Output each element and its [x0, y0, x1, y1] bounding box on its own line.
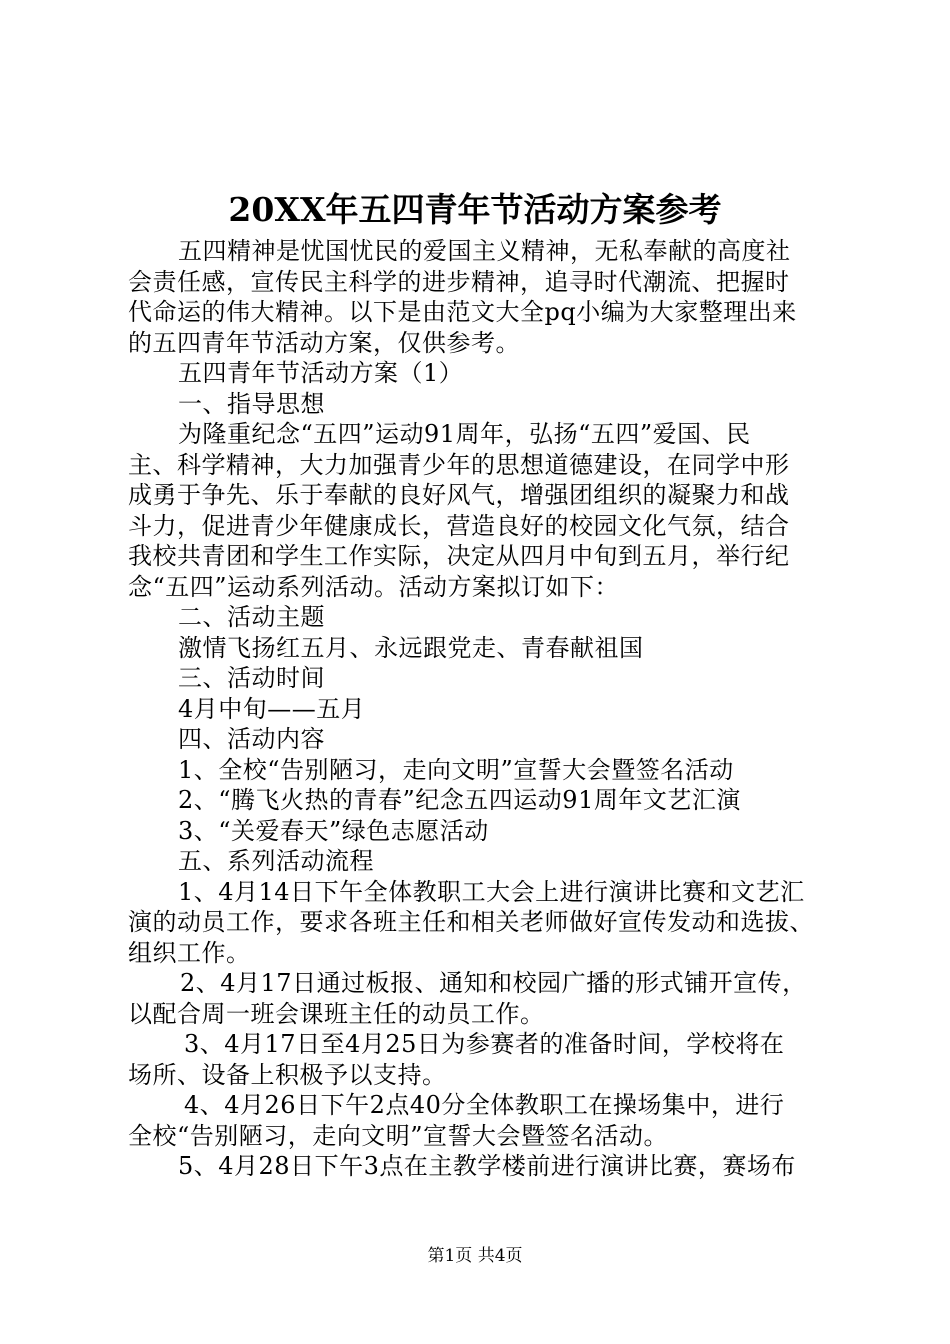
- paragraph-line: 会责任感，宣传民主科学的进步精神，追寻时代潮流、把握时: [128, 267, 790, 296]
- page-title: 20XX年五四青年节活动方案参考: [228, 190, 722, 229]
- paragraph-line: 3、4月17日至4月25日为参赛者的准备时间，学校将在: [184, 1030, 785, 1058]
- paragraph-line: 激情飞扬红五月、永远跟党走、青春献祖国: [178, 633, 644, 662]
- paragraph-line: 1、4月14日下午全体教职工大会上进行演讲比赛和文艺汇: [178, 877, 805, 906]
- list-item: 2、“腾飞火热的青春”纪念五四运动91周年文艺汇演: [178, 786, 741, 814]
- paragraph-line: 全校“告别陋习，走向文明”宣誓大会暨签名活动。: [128, 1121, 669, 1150]
- paragraph-line: 4月中旬——五月: [178, 694, 366, 723]
- section-heading: 四、活动内容: [178, 725, 325, 753]
- paragraph-line: 主、科学精神，大力加强青少年的思想道德建设，在同学中形: [128, 450, 790, 479]
- document-body: [128, 236, 838, 1182]
- paragraph-line: 5、4月28日下午3点在主教学楼前进行演讲比赛，赛场布: [178, 1152, 796, 1180]
- paragraph-line: 成勇于争先、乐于奉献的良好风气，增强团组织的凝聚力和战: [128, 481, 790, 509]
- paragraph-line: 为隆重纪念“五四”运动91周年，弘扬“五四”爱国、民: [178, 420, 751, 448]
- section-heading: 五四青年节活动方案（1）: [178, 359, 464, 387]
- paragraph-line: 五四精神是忧国忧民的爱国主义精神，无私奉献的高度社: [178, 237, 791, 265]
- paragraph-line: 代命运的伟大精神。以下是由范文大全pq小编为大家整理出来: [128, 298, 797, 326]
- paragraph-line: 4、4月26日下午2点40分全体教职工在操场集中，进行: [184, 1091, 785, 1119]
- section-heading: 三、活动时间: [178, 664, 325, 692]
- paragraph-line: 的五四青年节活动方案，仅供参考。: [128, 328, 520, 357]
- section-heading: 二、活动主题: [178, 603, 325, 631]
- paragraph-line: 场所、设备上积极予以支持。: [128, 1060, 447, 1089]
- paragraph-line: 组织工作。: [128, 938, 251, 967]
- paragraph-line: 以配合周一班会课班主任的动员工作。: [128, 999, 545, 1028]
- list-item: 1、全校“告别陋习，走向文明”宣誓大会暨签名活动: [178, 755, 734, 784]
- section-heading: 五、系列活动流程: [178, 847, 374, 875]
- list-item: 3、“关爱春天”绿色志愿活动: [178, 816, 489, 845]
- section-heading: 一、指导思想: [178, 389, 325, 418]
- paragraph-line: 我校共青团和学生工作实际，决定从四月中旬到五月，举行纪: [128, 542, 790, 570]
- paragraph-line: 2、4月17日通过板报、通知和校园广播的形式铺开宣传，: [180, 969, 807, 997]
- paragraph-line: 演的动员工作，要求各班主任和相关老师做好宣传发动和选拔、: [128, 908, 814, 936]
- page-number-footer: 第1页 共4页: [427, 1246, 523, 1266]
- paragraph-line: 念“五四”运动系列活动。活动方案拟订如下：: [128, 572, 620, 601]
- paragraph-line: 斗力，促进青少年健康成长，营造良好的校园文化气氛，结合: [128, 511, 790, 540]
